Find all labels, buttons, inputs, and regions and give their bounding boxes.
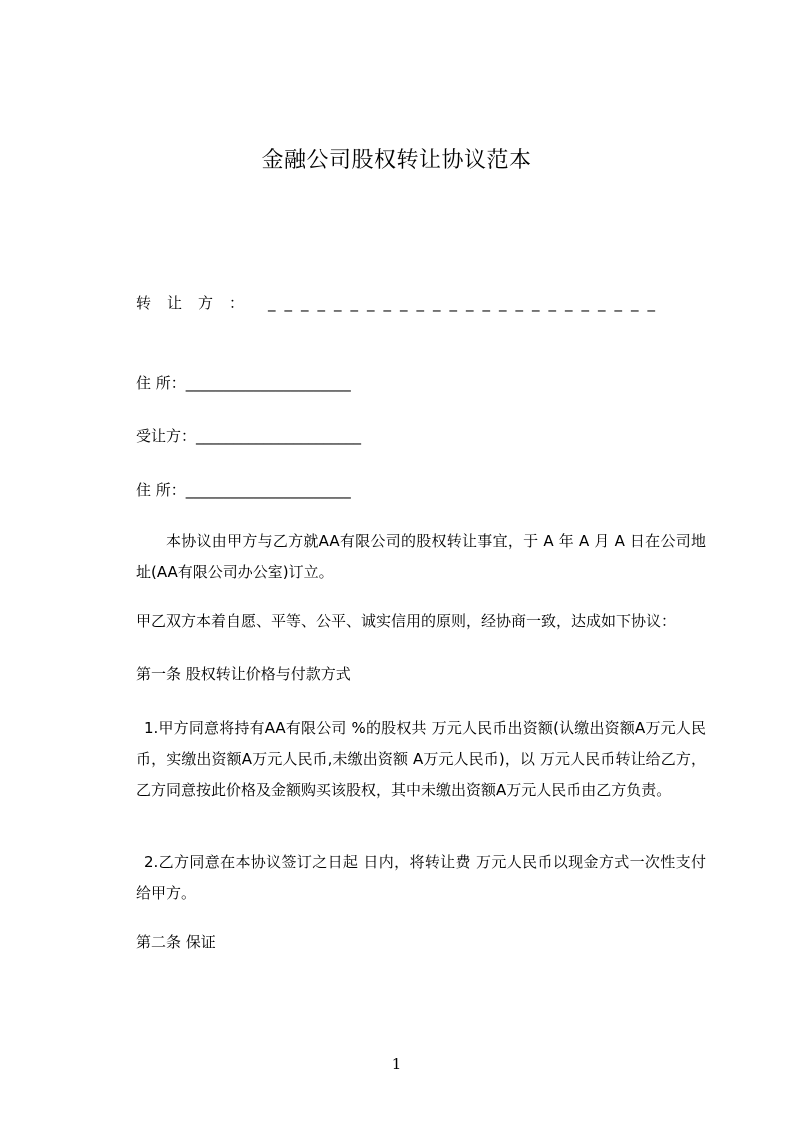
address1-label: 住 所： [136,374,186,392]
address2-blank: ______________________ [185,481,351,499]
address2-label: 住 所： [136,481,186,499]
article1-heading: 第一条 股权转让价格与付款方式 [136,665,351,683]
transferor-line [136,292,664,313]
intro-paragraph: 本协议由甲方与乙方就AA有限公司的股权转让事宜，于 A 年 A 月 A 日在公司地址(AA有限公司办公室)订立。 [136,532,706,581]
transferor-blank: ________________________ [268,294,665,312]
address1-line [136,372,351,393]
transferee-label: 受让方： [136,427,197,445]
transferee-blank: ______________________ [196,427,362,445]
address1-blank: ______________________ [185,374,351,392]
transferee-line [136,425,361,446]
document-title: 金融公司股权转让协议范本 [261,148,532,173]
article2-heading: 第二条 保证 [136,933,216,951]
page-number: 1 [391,1055,402,1073]
principle-paragraph: 甲乙双方本着自愿、平等、公平、诚实信用的原则，经协商一致，达成如下协议： [136,612,677,630]
clause2-paragraph: 2.乙方同意在本协议签订之日起 日内，将转让费 万元人民币以现金方式一次性支付给甲方。 [136,853,706,902]
clause1-paragraph: 1.甲方同意将持有AA有限公司 %的股权共 万元人民币出资额(认缴出资额A万元人民币，实缴出资额A万元人民币,未缴出资额 A万元人民币)，以 万元人民币转让给乙方，乙方同意按此价格及金额购买该股权，其中未缴出资额A万元人民币由乙方负责。 [136,719,706,799]
transferor-label: 转让方： [136,294,261,312]
address2-line [136,479,351,500]
